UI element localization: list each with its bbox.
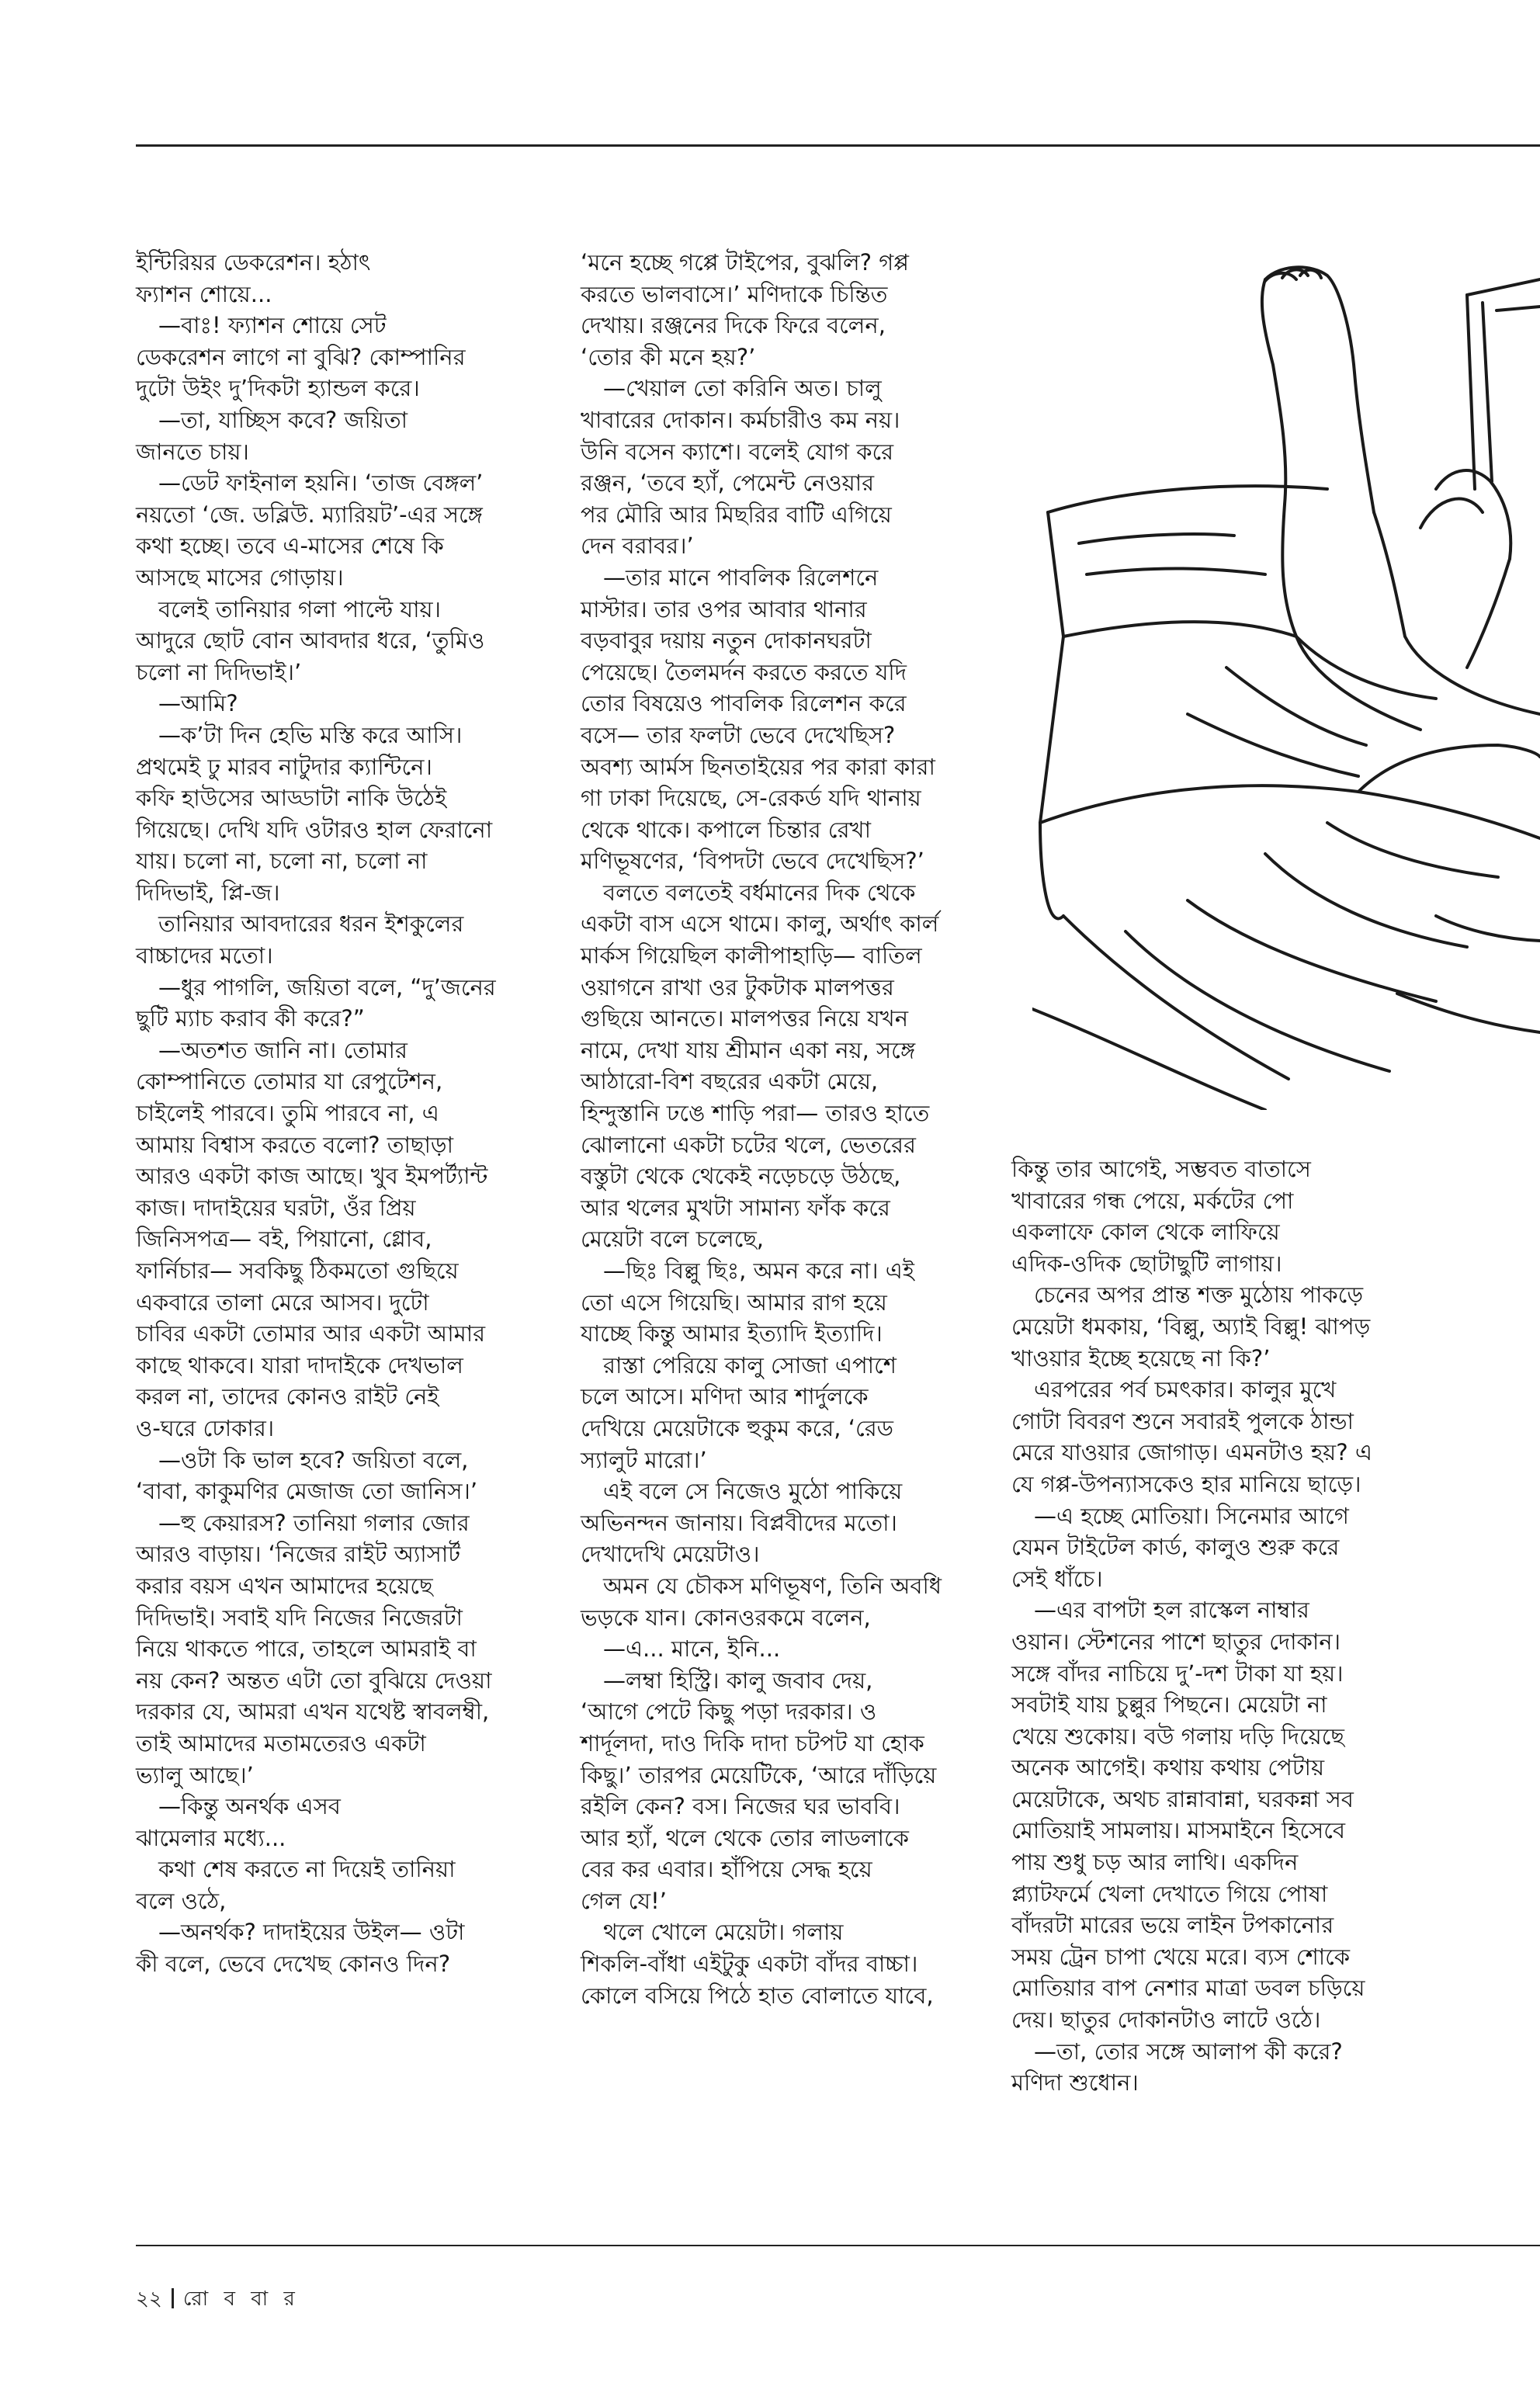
- text-line: অনেক আগেই। কথায় কথায় পেটায়: [1011, 1754, 1325, 1781]
- text-line: দিদিভাই, প্লি-জ।: [136, 879, 280, 906]
- text-line: দেন বরাবর।’: [581, 532, 694, 560]
- text-line: যায়। চলো না, চলো না, চলো না: [136, 848, 428, 875]
- text-line: কোম্পানিতে তোমার যা রেপুটেশন,: [136, 1068, 443, 1095]
- text-line: অবশ্য আর্মস ছিনতাইয়ের পর কারা কারা: [581, 753, 935, 780]
- text-line: এদিক-ওদিক ছোটাছুটি লাগায়।: [1011, 1250, 1282, 1277]
- text-line: রাস্তা পেরিয়ে কালু সোজা এপাশে: [581, 1351, 897, 1379]
- text-line: আরও বাড়ায়। ‘নিজের রাইট অ্যাসার্ট: [136, 1541, 461, 1568]
- text-line: চেনের অপর প্রান্ত শক্ত মুঠোয় পাকড়ে: [1011, 1281, 1364, 1309]
- text-line: বলে ওঠে,: [136, 1887, 227, 1914]
- text-line: —কিন্তু অনর্থক এসব: [136, 1793, 341, 1820]
- text-line: মাস্টার। তার ওপর আবার থানার: [581, 595, 867, 623]
- text-line: শার্দূলদা, দাও দিকি দাদা চটপট যা হোক: [581, 1729, 924, 1757]
- text-line: খাওয়ার ইচ্ছে হয়েছে না কি?’: [1011, 1344, 1271, 1372]
- text-line: স্যালুট মারো।’: [581, 1446, 707, 1473]
- text-line: শিকলি-বাঁধা এইটুকু একটা বাঁদর বাচ্চা।: [581, 1951, 918, 1978]
- text-line: ও-ঘরে ঢোকার।: [136, 1414, 275, 1441]
- text-line: করল না, তাদের কোনও রাইট নেই: [136, 1383, 439, 1410]
- text-line: মেয়েটাকে, অথচ রান্নাবান্না, ঘরকন্না সব: [1011, 1785, 1354, 1812]
- text-line: মণিদা শুধোন।: [1011, 2069, 1139, 2096]
- text-line: পায় শুধু চড় আর লাথি। একদিন: [1011, 1849, 1299, 1876]
- text-line: —তার মানে পাবলিক রিলেশনে: [581, 564, 879, 591]
- text-line: একলাফে কোল থেকে লাফিয়ে: [1011, 1219, 1280, 1246]
- text-line: জানতে চায়।: [136, 438, 249, 465]
- text-line: আর হ্যাঁ, থলে থেকে তোর লাডলাকে: [581, 1824, 909, 1851]
- text-line: উনি বসেন ক্যাশে। বলেই যোগ করে: [581, 438, 894, 465]
- text-line: —অনর্থক? দাদাইয়ের উইল— ওটা: [136, 1919, 465, 1946]
- text-line: ‘আগে পেটে কিছু পড়া দরকার। ও: [581, 1698, 877, 1725]
- text-line: বাঁদরটা মারের ভয়ে লাইন টপকানোর: [1011, 1912, 1334, 1939]
- text-line: অমন যে চৌকস মণিভূষণ, তিনি অবধি: [581, 1572, 942, 1599]
- text-line: সেই ধাঁচে।: [1011, 1565, 1103, 1592]
- text-line: তো এসে গিয়েছি। আমার রাগ হয়ে: [581, 1288, 887, 1316]
- text-line: খেয়ে শুকোয়। বউ গলায় দড়ি দিয়েছে: [1011, 1722, 1344, 1750]
- text-line: —লম্বা হিস্ট্রি। কালু জবাব দেয়,: [581, 1666, 873, 1694]
- text-line: জিনিসপত্র— বই, পিয়ানো, গ্লোব,: [136, 1226, 432, 1253]
- text-line: সঙ্গে বাঁদর নাচিয়ে দু’-দশ টাকা যা হয়।: [1011, 1659, 1344, 1687]
- text-line: —ওটা কি ভাল হবে? জয়িতা বলে,: [136, 1446, 469, 1473]
- text-line: বস্তুটা থেকে থেকেই নড়েচড়ে উঠছে,: [581, 1163, 901, 1190]
- text-line: কথা শেষ করতে না দিয়েই তানিয়া: [136, 1856, 456, 1883]
- text-line: এই বলে সে নিজেও মুঠো পাকিয়ে: [581, 1478, 903, 1505]
- text-line: কিছু।’ তারপর মেয়েটিকে, ‘আরে দাঁড়িয়ে: [581, 1761, 937, 1788]
- text-line: ডেকরেশন লাগে না বুঝি? কোম্পানির: [136, 343, 466, 370]
- text-line: —ধুর পাগলি, জয়িতা বলে, “দু’জনের: [136, 973, 496, 1001]
- text-column-left: [136, 247, 547, 1980]
- text-line: দেখিয়ে মেয়েটাকে হুকুম করে, ‘রেড: [581, 1414, 894, 1441]
- text-line: নামে, দেখা যায় শ্রীমান একা নয়, সঙ্গে: [581, 1036, 916, 1063]
- text-line: ‘মনে হচ্ছে গপ্পে টাইপের, বুঝলি? গপ্প: [581, 249, 909, 276]
- text-line: কফি হাউসের আড্ডাটা নাকি উঠেই: [136, 785, 447, 812]
- text-line: প্ল্যাটফর্মে খেলা দেখাতে গিয়ে পোষা: [1011, 1880, 1328, 1907]
- text-line: করতে ভালবাসে।’ মণিদাকে চিন্তিত: [581, 280, 888, 307]
- text-line: করার বয়স এখন আমাদের হয়েছে: [136, 1572, 433, 1599]
- text-line: ওয়াগনে রাখা ওর টুকটাক মালপত্তর: [581, 973, 894, 1001]
- text-line: চলে আসে। মণিদা আর শার্দুলকে: [581, 1383, 869, 1410]
- text-line: হিন্দুস্তানি ঢঙে শাড়ি পরা— তারও হাতে: [581, 1100, 930, 1127]
- text-line: প্রথমেই ঢু মারব নাটুদার ক্যান্টিনে।: [136, 753, 432, 780]
- text-line: নয় কেন? অন্তত এটা তো বুঝিয়ে দেওয়া: [136, 1666, 492, 1694]
- text-line: যাচ্ছে কিন্তু আমার ইত্যাদি ইত্যাদি।: [581, 1320, 883, 1347]
- text-line: —তা, তোর সঙ্গে আলাপ কী করে?: [1011, 2038, 1343, 2065]
- text-line: —এ... মানে, ইনি...: [581, 1635, 781, 1663]
- text-line: এরপরের পর্ব চমৎকার। কালুর মুখে: [1011, 1376, 1337, 1403]
- bottom-rule: [136, 2245, 1540, 2246]
- text-line: বের কর এবার। হাঁপিয়ে সেদ্ধ হয়ে: [581, 1856, 872, 1883]
- text-line: —ডেট ফাইনাল হয়নি। ‘তাজ বেঙ্গল’: [136, 470, 484, 497]
- text-line: বলেই তানিয়ার গলা পাল্টে যায়।: [136, 595, 441, 623]
- text-line: গেল যে!’: [581, 1887, 667, 1914]
- text-line: বাচ্চাদের মতো।: [136, 942, 273, 969]
- text-line: মেরে যাওয়ার জোগাড়। এমনটাও হয়? এ: [1011, 1439, 1372, 1466]
- text-line: সময় ট্রেন চাপা খেয়ে মরে। ব্যস শোকে: [1011, 1943, 1351, 1970]
- footer-separator: [172, 2288, 174, 2308]
- text-line: ঝামেলার মধ্যে...: [136, 1824, 286, 1851]
- text-line: দেয়। ছাতুর দোকানটাও লাটে ওঠে।: [1011, 2006, 1321, 2034]
- text-line: আরও একটা কাজ আছে। খুব ইমপর্ট্যান্ট: [136, 1163, 488, 1190]
- top-rule: [136, 144, 1540, 147]
- text-line: আমায় বিশ্বাস করতে বলো? তাছাড়া: [136, 1131, 453, 1158]
- text-line: ভড়কে যান। কোনওরকমে বলেন,: [581, 1604, 871, 1631]
- text-line: গোটা বিবরণ শুনে সবারই পুলকে ঠান্ডা: [1011, 1407, 1354, 1434]
- text-line: —বাঃ! ফ্যাশন শোয়ে সেট: [136, 312, 387, 339]
- text-line: রইলি কেন? বস। নিজের ঘর ভাববি।: [581, 1793, 900, 1820]
- text-line: ঝোলানো একটা চটের থলে, ভেতরের: [581, 1131, 916, 1158]
- text-line: —এ হচ্ছে মোতিয়া। সিনেমার আগে: [1011, 1502, 1349, 1529]
- text-line: আঠারো-বিশ বছরের একটা মেয়ে,: [581, 1068, 879, 1095]
- text-line: থলে খোলে মেয়েটা। গলায়: [581, 1919, 844, 1946]
- text-line: মোতিয়ার বাপ নেশার মাত্রা ডবল চড়িয়ে: [1011, 1975, 1365, 2002]
- text-line: মোতিয়াই সামলায়। মাসমাইনে হিসেবে: [1011, 1817, 1346, 1844]
- text-line: মেয়েটা ধমকায়, ‘বিল্লু, অ্যাই বিল্লু! ঝাপড়: [1011, 1313, 1371, 1340]
- text-line: —খেয়াল তো করিনি অত। চালু: [581, 375, 882, 402]
- text-line: গিয়েছে। দেখি যদি ওটারও হাল ফেরানো: [136, 816, 493, 843]
- text-line: ‘তোর কী মনে হয়?’: [581, 343, 756, 370]
- text-line: ওয়ান। স্টেশনের পাশে ছাতুর দোকান।: [1011, 1628, 1341, 1655]
- text-line: বড়বাবুর দয়ায় নতুন দোকানঘরটা: [581, 627, 872, 654]
- text-line: চলো না দিদিভাই।’: [136, 658, 302, 685]
- text-line: দেখায়। রঞ্জনের দিকে ফিরে বলেন,: [581, 312, 886, 339]
- text-line: —ক’টা দিন হেভি মস্তি করে আসি।: [136, 721, 463, 748]
- text-line: তাই আমাদের মতামতেরও একটা: [136, 1729, 426, 1757]
- text-line: অভিনন্দন জানায়। বিপ্লবীদের মতো।: [581, 1509, 897, 1536]
- text-line: ‘বাবা, কাকুমণির মেজাজ তো জানিস।’: [136, 1478, 478, 1505]
- text-line: —ছিঃ বিল্লু ছিঃ, অমন করে না। এই: [581, 1257, 914, 1284]
- text-line: মণিভূষণের, ‘বিপদটা ভেবে দেখেছিস?’: [581, 848, 924, 875]
- text-column-right: [1011, 1153, 1516, 2099]
- text-line: দেখাদেখি মেয়েটাও।: [581, 1541, 760, 1568]
- page-number: ২২: [136, 2287, 162, 2311]
- illustration-legs-drawing: [1032, 233, 1540, 1110]
- text-line: কিন্তু তার আগেই, সম্ভবত বাতাসে: [1011, 1156, 1311, 1182]
- text-line: মেয়েটা বলে চলেছে,: [581, 1226, 765, 1253]
- text-line: —তা, যাচ্ছিস কবে? জয়িতা: [136, 406, 408, 433]
- text-line: —অতশত জানি না। তোমার: [136, 1036, 408, 1063]
- text-line: নিয়ে থাকতে পারে, তাহলে আমরাই বা: [136, 1635, 477, 1663]
- text-line: তোর বিষয়েও পাবলিক রিলেশন করে: [581, 690, 907, 717]
- text-line: সবটাই যায় চুল্লুর পিছনে। মেয়েটা না: [1011, 1691, 1327, 1718]
- text-line: —আমি?: [136, 690, 238, 717]
- text-line: —এর বাপটা হল রাস্কেল নাম্বার: [1011, 1597, 1309, 1624]
- page-footer: [136, 2283, 300, 2317]
- text-line: ফ্যাশন শোয়ে...: [136, 280, 272, 307]
- text-line: দিদিভাই। সবাই যদি নিজের নিজেরটা: [136, 1604, 463, 1631]
- text-line: পেয়েছে। তৈলমর্দন করতে করতে যদি: [581, 658, 907, 685]
- text-line: তানিয়ার আবদারের ধরন ইশকুলের: [136, 910, 464, 938]
- text-line: একটা বাস এসে থামে। কালু, অর্থাৎ কার্ল: [581, 910, 939, 938]
- text-line: গুছিয়ে আনতে। মালপত্তর নিয়ে যখন: [581, 1005, 909, 1032]
- text-line: কাজ। দাদাইয়ের ঘরটা, ওঁর প্রিয়: [136, 1194, 416, 1221]
- text-line: কী বলে, ভেবে দেখেছ কোনও দিন?: [136, 1951, 451, 1978]
- text-line: গা ঢাকা দিয়েছে, সে-রেকর্ড যদি থানায়: [581, 785, 921, 812]
- text-line: কাছে থাকবে। যারা দাদাইকে দেখভাল: [136, 1351, 463, 1379]
- text-line: ইন্টিরিয়র ডেকরেশন। হঠাৎ: [136, 249, 371, 276]
- text-line: দুটো উইং দু’দিকটা হ্যান্ডল করে।: [136, 375, 420, 402]
- text-line: নয়তো ‘জে. ডব্লিউ. ম্যারিয়ট’-এর সঙ্গে: [136, 501, 483, 528]
- text-line: যেমন টাইটেল কার্ড, কালুও শুরু করে: [1011, 1534, 1340, 1561]
- text-line: আসছে মাসের গোড়ায়।: [136, 564, 344, 591]
- text-line: ফার্নিচার— সবকিছু ঠিকমতো গুছিয়ে: [136, 1257, 459, 1284]
- text-line: আদুরে ছোট বোন আবদার ধরে, ‘তুমিও: [136, 627, 485, 654]
- text-line: চাবির একটা তোমার আর একটা আমার: [136, 1320, 486, 1347]
- text-line: খাবারের গন্ধ পেয়ে, মর্কটের পো: [1011, 1187, 1294, 1214]
- text-line: কথা হচ্ছে। তবে এ-মাসের শেষে কি: [136, 532, 444, 560]
- magazine-name: রো ব বা র: [182, 2287, 300, 2311]
- text-line: বসে— তার ফলটা ভেবে দেখেছিস?: [581, 721, 896, 748]
- text-line: দরকার যে, আমরা এখন যথেষ্ট স্বাবলম্বী,: [136, 1698, 490, 1725]
- text-line: ভ্যালু আছে।’: [136, 1761, 254, 1788]
- text-line: আর থলের মুখটা সামান্য ফাঁক করে: [581, 1194, 890, 1221]
- text-line: মার্কস গিয়েছিল কালীপাহাড়ি— বাতিল: [581, 942, 922, 969]
- text-column-middle: [581, 247, 1000, 2011]
- text-line: —হু কেয়ারস? তানিয়া গলার জোর: [136, 1509, 470, 1536]
- text-line: রঞ্জন, ‘তবে হ্যাঁ, পেমেন্ট নেওয়ার: [581, 470, 875, 497]
- text-line: কোলে বসিয়ে পিঠে হাত বোলাতে যাবে,: [581, 1982, 934, 2009]
- text-line: খাবারের দোকান। কর্মচারীও কম নয়।: [581, 406, 900, 433]
- text-line: পর মৌরি আর মিছরির বাটি এগিয়ে: [581, 501, 892, 528]
- text-line: থেকে থাকে। কপালে চিন্তার রেখা: [581, 816, 871, 843]
- text-line: বলতে বলতেই বর্ধমানের দিক থেকে: [581, 879, 916, 906]
- text-line: চাইলেই পারবে। তুমি পারবে না, এ: [136, 1100, 439, 1127]
- text-line: ছুটি ম্যাচ করাব কী করে?”: [136, 1005, 365, 1032]
- text-line: একবারে তালা মেরে আসব। দুটো: [136, 1288, 429, 1316]
- text-line: যে গপ্প-উপন্যাসকেও হার মানিয়ে ছাড়ে।: [1011, 1470, 1361, 1497]
